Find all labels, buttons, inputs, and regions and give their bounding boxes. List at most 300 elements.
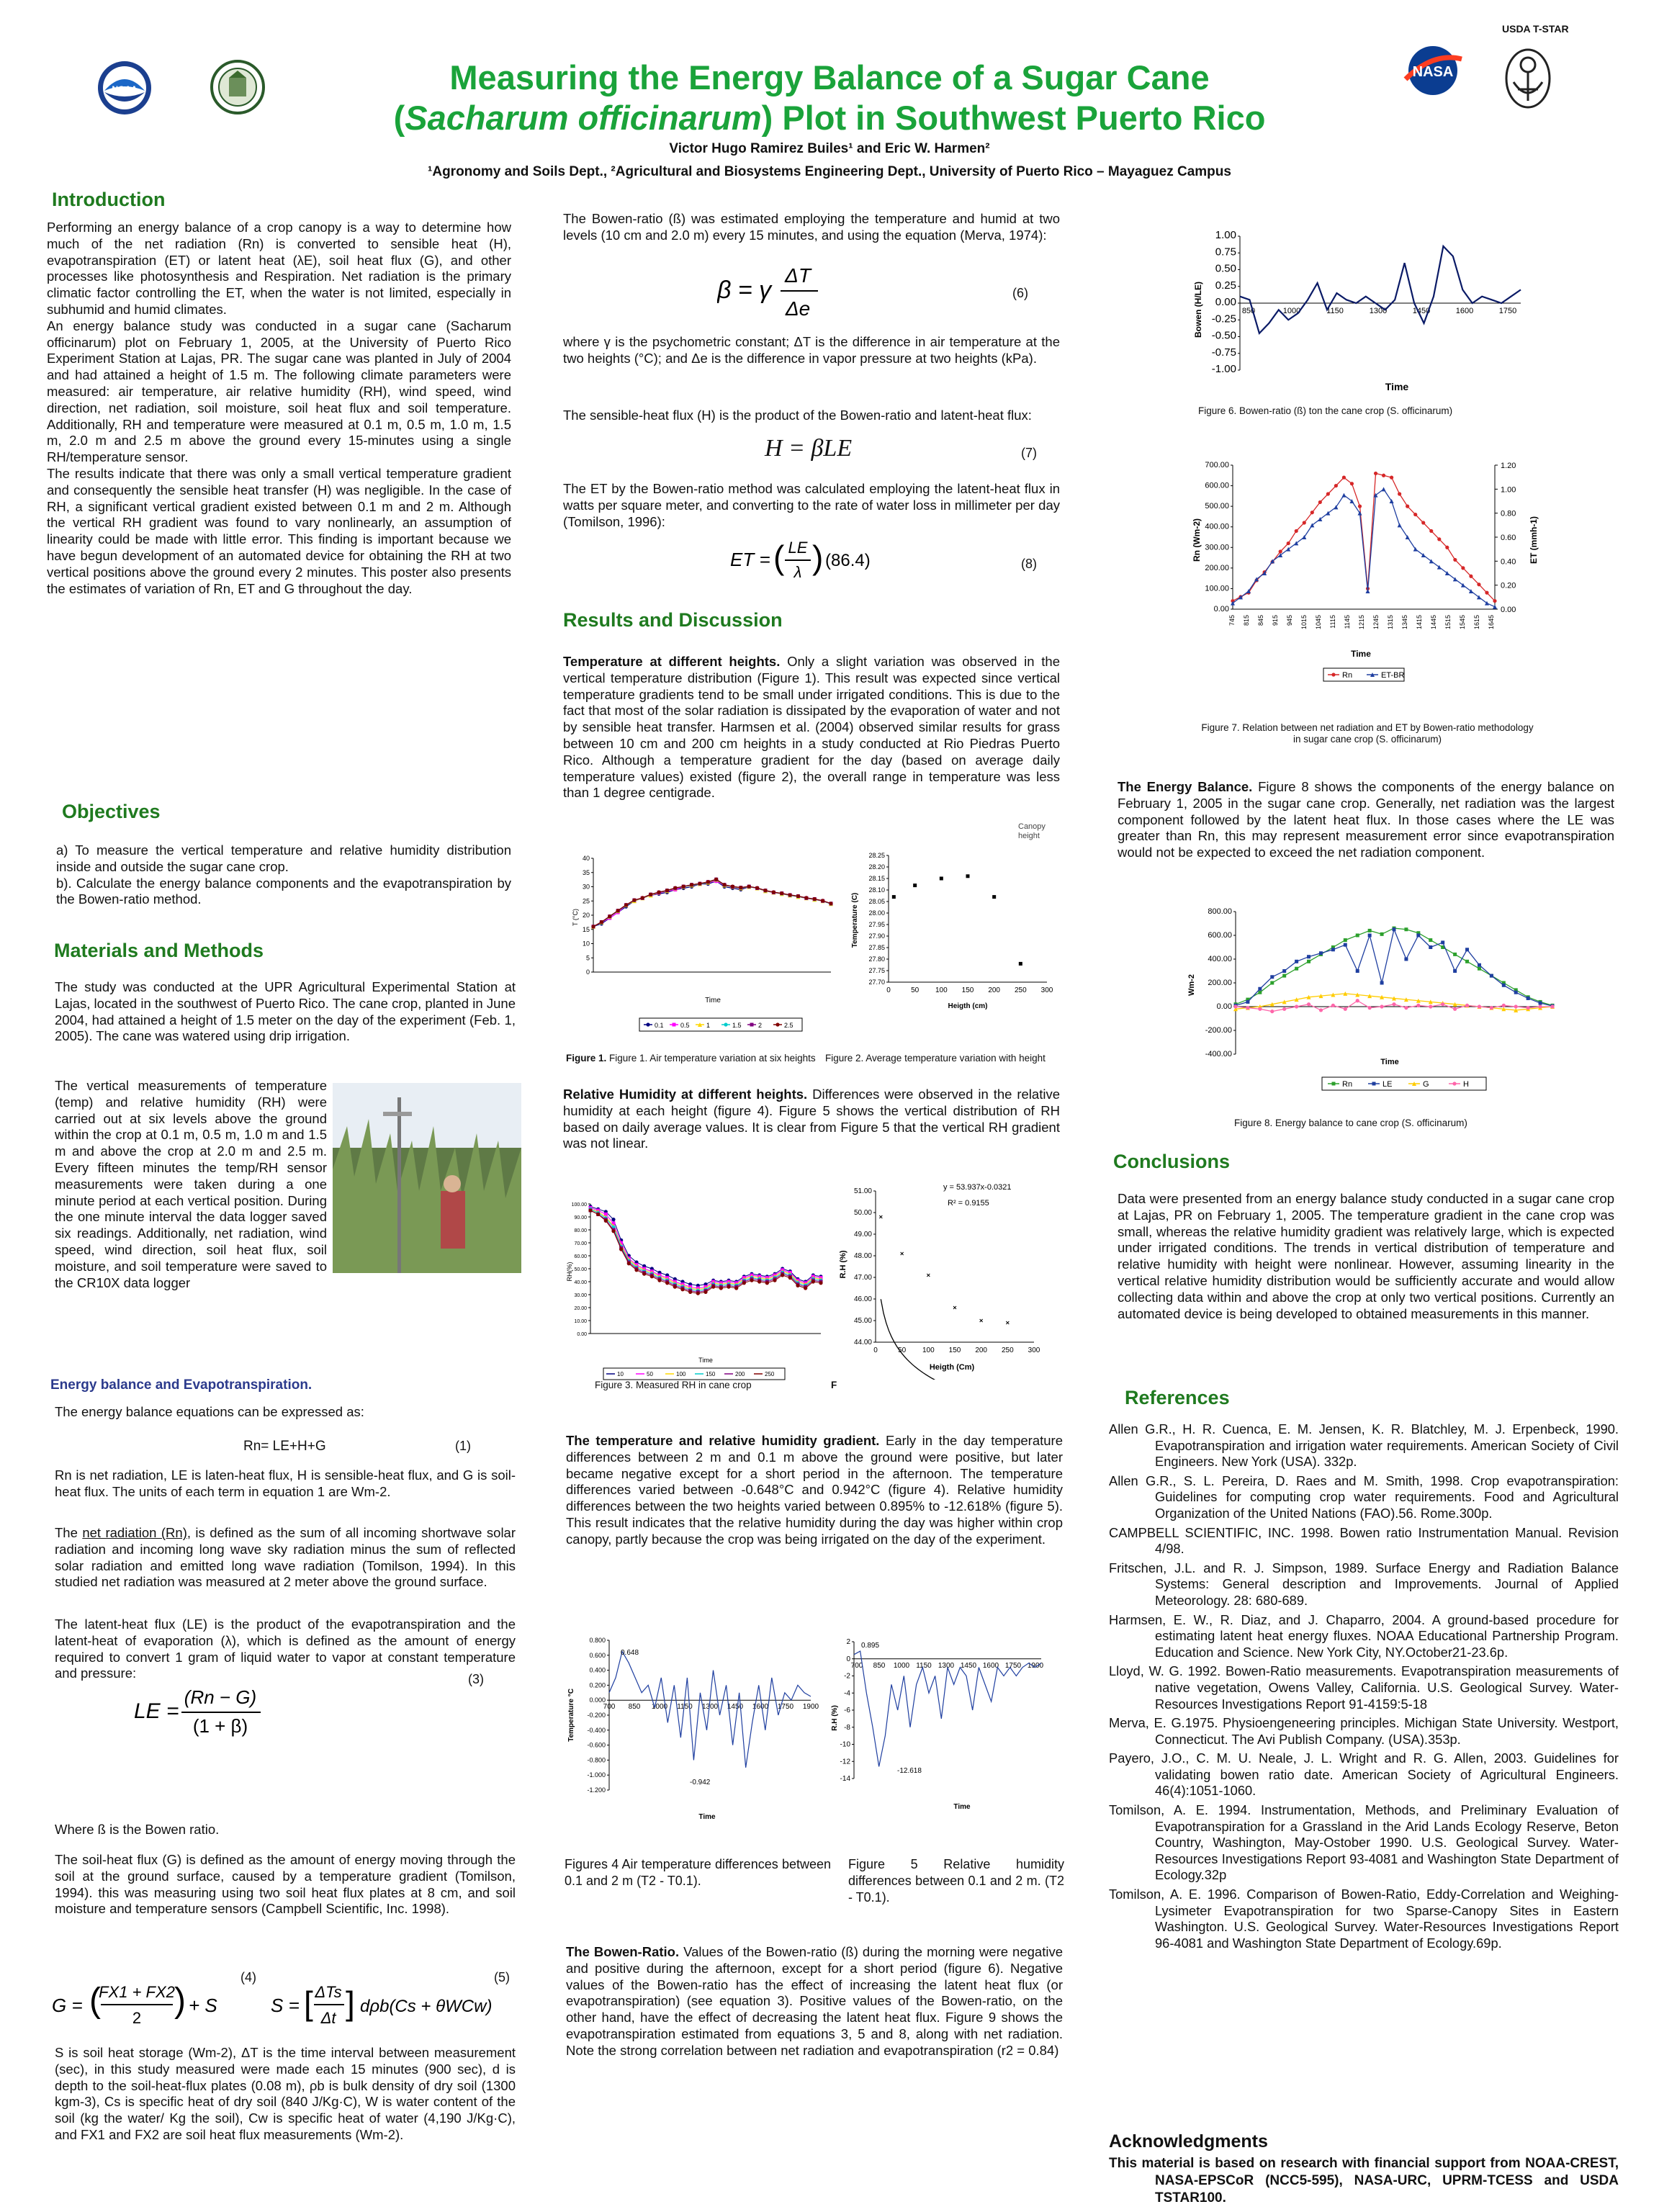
fig3-series-point [757, 1280, 761, 1283]
results-heading: Results and Discussion [563, 609, 783, 631]
x-tick-label: 1600 [1455, 307, 1474, 315]
fig3-series-point [673, 1285, 677, 1289]
fig2-point [992, 895, 996, 899]
fig5-annot-max: 0.895 [861, 1642, 880, 1650]
fig1-series-point [747, 885, 751, 889]
y-tick-label: 300.00 [1205, 543, 1229, 552]
y-axis-label: R.H (%) [839, 1250, 848, 1279]
svg-text:β = γ: β = γ [717, 276, 772, 304]
x-tick-label: 300 [1028, 1346, 1040, 1354]
fig8-series-point [1465, 1004, 1469, 1007]
legend-marker [646, 1022, 649, 1026]
fig8-series-point [1514, 1004, 1518, 1008]
fig8-series-point [1258, 987, 1262, 991]
y-axis-label: Wm-2 [1187, 974, 1196, 996]
y-tick-label: -0.800 [587, 1756, 606, 1764]
eq3-formula [134, 1683, 292, 1741]
nasa-logo-text: NASA [1412, 64, 1454, 80]
y-tick-label: 600.00 [1205, 481, 1229, 490]
legend-marker [775, 1022, 779, 1026]
x-tick-label: 1245 [1372, 615, 1380, 630]
legend-label: 2.5 [784, 1022, 793, 1029]
fig3-series-point [804, 1286, 807, 1290]
legend-label: 1 [706, 1022, 711, 1029]
results-gradient-title: The temperature and relative humidity gradient. [566, 1433, 880, 1448]
fig1-series-point [624, 903, 628, 907]
legend-label: Rn [1342, 671, 1353, 680]
svg-text:ET =: ET = [730, 549, 770, 570]
x-tick-label: 1115 [1329, 615, 1336, 629]
conclusions-text: Data were presented from an energy balance study conducted in a sugar cane crop at Lajas, PR on February 1, 2005. The temperature gradient in the cane crop was small, whereas the relative humidity gradient was relatively large, which is expected under irrigated conditions. The trends in vertical distribution of temperature and relative humidity with height were nonlinear. However, assuming linearity in the vertical relative humidity distribution would be sufficiently accurate and would allow collecting data within and above the crop at only two vertical positions. Currently an automated device is being developed to obtained measurements in this manner. [1118, 1191, 1614, 1321]
figure-4-chart [563, 1622, 830, 1823]
fig7-rn-point [1390, 476, 1393, 480]
fig8-series-point [1246, 1000, 1249, 1004]
fig8-series-point [1246, 1006, 1249, 1010]
fig3-series-point [588, 1208, 592, 1212]
y-tick-label: 600.00 [1208, 931, 1232, 940]
x-tick-label: 1150 [916, 1661, 932, 1670]
fig1-series-point [673, 886, 677, 889]
y-tick-label: -4 [844, 1689, 850, 1698]
y-tick-label: -0.75 [1211, 346, 1236, 359]
y2-tick-label: 0.20 [1501, 581, 1516, 590]
x-tick-label: 815 [1243, 615, 1250, 626]
x-axis-label: Time [698, 1357, 713, 1364]
x-axis-label: Heigth (Cm) [929, 1363, 975, 1372]
legend-marker [1452, 1082, 1456, 1085]
fig1-series-point [821, 899, 824, 902]
legend-label: 250 [765, 1371, 775, 1377]
x-tick-label: 1515 [1444, 615, 1452, 630]
fig8-series-point [1404, 1006, 1408, 1010]
fig7-rn-point [1334, 484, 1338, 487]
fig8-series-point [1270, 975, 1274, 979]
figure-2-chart [847, 848, 1063, 1014]
svg-text:λ: λ [793, 563, 802, 581]
intro-p2: An energy balance study was conducted in a sugar cane (Sacharum officinarum) plot on February 1, 2005, at the University of Puerto Rico Experiment Station at Lajas, PR. The sugar cane was planted in July of 2004 and had attained a height of 1.5 m. The following climate parameters were measured: air temperature, air relative humidity (RH), wind speed, wind direction, net radiation, soil moisture, soil heat flux and soil temperature. Additionally, RH and temperature were measured at 0.1 m, 0.5 m, 1.0 m, 1.5 m, 2.0 m and 2.5 m above the ground every 15-minutes using a single RH/temperature sensor. [47, 318, 511, 465]
results-temp [563, 654, 1060, 801]
fig8-series-point [1429, 938, 1432, 942]
x-tick-label: 1215 [1358, 615, 1365, 630]
reference-item: Harmsen, E. W., R. Diaz, and J. Chaparro, 2004. A ground-based procedure for estimating latent heat energy fluxes. NOAA Educational Partnership Program. Education and Science. New York City, NY.October21-23.6p. [1109, 1611, 1619, 1660]
fig8-series-point [1404, 958, 1408, 961]
fig1-series-point [755, 886, 759, 889]
x-tick-label: 50 [911, 986, 920, 994]
y-tick-label: 27.80 [868, 956, 885, 963]
fig1-series-point [813, 897, 817, 901]
fig3-series-point [788, 1276, 792, 1280]
fig1-series-point [739, 886, 742, 889]
y-tick-label: 40.00 [574, 1280, 587, 1285]
energy-p1: The energy balance equations can be expressed as: [55, 1404, 364, 1419]
legend-marker [1372, 1082, 1376, 1086]
fig3-series-point [711, 1285, 715, 1289]
fig1-series-point [657, 890, 660, 894]
fig3-series-point [657, 1279, 661, 1282]
x-tick-label: 200 [988, 986, 1001, 994]
canopy-height-label: Canopy height [1018, 822, 1046, 840]
y-tick-label: 45.00 [853, 1317, 872, 1325]
x-tick-label: 915 [1272, 615, 1279, 626]
y-tick-label: 0.00 [1213, 605, 1229, 613]
y2-axis-label: ET (mmh-1) [1529, 516, 1539, 564]
y-axis-label: T (°C) [572, 909, 579, 926]
fig3-series-point [688, 1290, 692, 1294]
fig7-et-point [1398, 523, 1402, 527]
y-tick-label: 500.00 [1205, 502, 1229, 511]
legend-label: H [1463, 1080, 1469, 1089]
y-tick-label: 0 [585, 968, 590, 976]
y-tick-label: 28.20 [868, 863, 885, 871]
fig8-series-point [1319, 951, 1323, 955]
x-tick-label: 1750 [1498, 307, 1517, 315]
x-axis-label: Time [1351, 649, 1371, 659]
fig7-rn-point [1358, 505, 1362, 508]
fig8-series-point [1282, 974, 1286, 978]
y-tick-label: 28.05 [868, 898, 885, 905]
fig1-series-point [763, 889, 767, 892]
fig7-rn-point [1406, 505, 1409, 508]
fig3-series-point [734, 1286, 738, 1290]
y-tick-label: 0.75 [1215, 246, 1236, 258]
y-tick-label: 46.00 [853, 1295, 872, 1303]
fig8-series-point [1392, 1002, 1395, 1006]
eq6-number: (6) [1012, 286, 1028, 300]
fig1-series-point [796, 894, 800, 898]
fig8-series-point [1344, 943, 1347, 947]
y-tick-label: 5 [585, 954, 590, 962]
fig7-rn-point [1453, 558, 1457, 562]
fig3-series-line [590, 1209, 821, 1290]
legend-label: 0.5 [680, 1022, 690, 1029]
intro-p1: Performing an energy balance of a crop canopy is a way to determine how much of the net radiation (Rn) is converted to sensible heat (H), evapotranspiration (ET) or latent heat (λE), soil heat flux (G), and other processes like photosynthesis and Respiration. Net radiation is the primary climatic factor controlling the ET, when the water is not limited, especially in subhumid and humid climates. [47, 220, 511, 317]
fig8-series-point [1295, 1004, 1298, 1008]
y-tick-label: -200.00 [1205, 1026, 1232, 1035]
fig8-series-point [1270, 981, 1274, 985]
fig7-rn-point [1469, 575, 1473, 578]
fig8-series-point [1416, 934, 1420, 938]
legend-marker [673, 1023, 676, 1027]
fig1-series-point [649, 893, 652, 896]
y-tick-label: 80.00 [574, 1228, 587, 1233]
reference-item: Payero, J.O., C. M. U. Neale, J. L. Wright and R. G. Allen, 2003. Guidelines for validating bowen ratio date. American Society of Agricultural Engineers. 46(4):1051-1060. [1109, 1750, 1619, 1799]
figure-3-caption-text: Figure 3. Measured RH in cane crop [595, 1380, 752, 1390]
fig8-series-point [1380, 981, 1384, 985]
x-tick-label: 250 [1001, 1346, 1014, 1354]
fig5b-point [901, 1252, 904, 1255]
reference-item: Merva, E. G.1975. Physioengeneering principles. Michigan State University. Westport, Connecticut. The Avi Publish Company. (USA).353p. [1109, 1715, 1619, 1747]
figure-1-caption-text: Figure 1. Air temperature variation at six heights [609, 1053, 816, 1064]
fig2-point [1019, 962, 1022, 966]
svg-text:dρb(Cs + θWCw): dρb(Cs + θWCw) [360, 1997, 493, 2016]
svg-text:[: [ [304, 1984, 313, 2022]
figure-7-caption: Figure 7. Relation between net radiation and ET by Bowen-ratio methodology in sugar cane crop (S. officinarum) [1201, 722, 1534, 745]
figure-5-caption: Figure 5 Relative humidity differences between 0.1 and 2 m. (T2 - T0.1). [848, 1857, 1064, 1905]
svg-text:2: 2 [132, 2009, 142, 2027]
results-temp-title: Temperature at different heights. [563, 654, 781, 669]
fig5b-point [879, 1215, 882, 1218]
results-bowen-title: The Bowen-Ratio. [566, 1944, 680, 1959]
fig7-rn-point [1350, 482, 1354, 485]
y-tick-label: 28.10 [868, 886, 885, 894]
fig7-rn-point [1318, 500, 1322, 504]
y-axis-label: RH(%) [566, 1262, 573, 1282]
energy-p4: The latent-heat flux (LE) is the product of the evapotranspiration and the latent-heat of evaporation (λ), which is defined as the amount of energy required to convert 1 gram of liquid water to vapor at constant temperature and pressure: [55, 1617, 516, 1681]
x-tick-label: 1750 [777, 1703, 794, 1712]
y-tick-label: 0.00 [1216, 1002, 1232, 1011]
figure-4-caption: Figures 4 Air temperature differences between 0.1 and 2 m (T2 - T0.1). [565, 1857, 831, 1888]
fig1-series-point [780, 891, 783, 895]
fig8-series-point [1429, 945, 1432, 949]
legend-label: 10 [617, 1371, 624, 1377]
x-tick-label: 250 [1014, 986, 1027, 994]
legend-marker [750, 1023, 754, 1027]
x-tick-label: 50 [898, 1346, 907, 1354]
field-photo [333, 1083, 521, 1273]
y-tick-label: 200.00 [1205, 563, 1229, 572]
fig8-series-line [1236, 928, 1552, 1005]
legend-label: 100 [676, 1371, 686, 1377]
fig8-series-point [1282, 1007, 1286, 1011]
fig8-series-point [1295, 960, 1298, 963]
fig7-et-point [1341, 493, 1346, 498]
y-tick-label: 30.00 [574, 1293, 587, 1298]
y-tick-label: -0.600 [587, 1741, 606, 1749]
energy-heading: Energy balance and Evapotranspiration. [50, 1377, 313, 1393]
results-bowen-text: Values of the Bowen-ratio (ß) during the morning were negative and positive during the afternoon, except for a short period (figure 6). Negative values of the Bowen-ratio has the effect of increasing the latent heat flux (or evapotranspiration) (see equation 3). Positive values of the Bowen-ratio, on the other hand, have the effect of decreasing the latent heat flux. Figure 9 shows the evapotranspiration estimated from equations 3, 5 and 8, along with net radiation. Note the strong correlation between net radiation and evapotranspiration (r2 = 0.84) [566, 1944, 1063, 2058]
y-tick-label: 60.00 [574, 1254, 587, 1259]
fig7-rn-point [1310, 511, 1314, 514]
x-tick-label: 200 [975, 1346, 988, 1354]
y-tick-label: 0 [846, 1655, 850, 1663]
fig8-series-point [1478, 963, 1481, 967]
fig2-point [892, 895, 896, 899]
fig8-series-point [1368, 934, 1372, 938]
energy-p5: Where ß is the Bowen ratio. [55, 1822, 220, 1837]
objective-a: a) To measure the vertical temperature and relative humidity distribution inside and outside the sugar cane crop. [56, 842, 511, 874]
intro-body [47, 220, 511, 597]
fig5b-fit-label: y = 53.937x-0.0321 [943, 1183, 1012, 1192]
fig8-series-point [1441, 940, 1444, 944]
fig8-series-point [1368, 1006, 1372, 1010]
fig8-series-point [1527, 1006, 1530, 1010]
reference-item: Fritschen, J.L. and R. J. Simpson, 1989. Surface Energy and Radiation Balance Systems: General description and Improvements. Journal of Applied Meteorology. 28: 680-689. [1109, 1560, 1619, 1608]
y-tick-label: 48.00 [853, 1252, 872, 1260]
fig7-rn-point [1493, 599, 1496, 603]
fig6-series-line [1240, 246, 1521, 333]
y-tick-label: 44.00 [853, 1339, 872, 1346]
legend-label: 200 [735, 1371, 745, 1377]
fig1-series-point [665, 889, 669, 892]
legend-marker [724, 1022, 727, 1026]
fig7-rn-point [1326, 492, 1330, 495]
x-tick-label: 0 [873, 1346, 878, 1354]
x-tick-label: 1545 [1459, 615, 1466, 630]
fig1-series-point [591, 925, 595, 928]
acknowledgments-text: This material is based on research with financial support from NOAA-CREST, NASA-EPSCoR (NCC5-595), NASA-URC, UPRM-TCESS and USDA TSTAR100. [1109, 2156, 1619, 2206]
x-tick-label: 1415 [1416, 615, 1423, 630]
energy-p3: The net radiation (Rn), is defined as the sum of all incoming shortwave solar radiation and incoming long wave sky radiation minus the sum of reflected solar radiation and emitted long wave radiation (Tomilson, 1994). In this studied net radiation was measured at 2 meter above the ground surface. [55, 1525, 516, 1590]
svg-text:S =: S = [271, 1995, 300, 2016]
title-species: Sacharum officinarum [405, 99, 762, 137]
conclusions-heading: Conclusions [1113, 1151, 1231, 1172]
y-tick-label: -12 [840, 1758, 850, 1766]
figure-1-chart [569, 848, 847, 1037]
svg-text:): ) [174, 1982, 186, 2020]
fig8-series-point [1404, 927, 1408, 931]
usda-label: USDA T-STAR [1502, 23, 1569, 35]
x-tick-label: 850 [873, 1661, 886, 1670]
fig5b-point [980, 1319, 983, 1322]
eq3-number: (3) [468, 1672, 484, 1686]
results-rh [563, 1087, 1060, 1152]
fig7-rn-point [1461, 566, 1465, 570]
poster-title [0, 58, 1659, 138]
fig8-series-point [1258, 1007, 1262, 1011]
bowen-p4: The ET by the Bowen-ratio method was calculated employing the latent-heat flux in watts per square meter, and converting to the rate of water loss in millimeter per day (Tomilson, 1996): [563, 481, 1060, 529]
fig1-series-point [600, 920, 603, 924]
fig7-rn-point [1429, 529, 1433, 533]
x-tick-label: 850 [628, 1703, 641, 1712]
fig8-series-point [1356, 934, 1359, 938]
methods-p1: The study was conducted at the UPR Agricultural Experimental Station at Lajas, located in the southwest of Puerto Rico. The cane crop, planted in June 2004, had attained a height of 1.5 meter on the day of the experiment (Feb. 1, 2005). The cane was watered using drip irrigation. [55, 979, 516, 1044]
x-tick-label: 150 [948, 1346, 961, 1354]
y-axis-label: R.H (%) [831, 1705, 839, 1731]
y2-tick-label: 1.20 [1501, 462, 1516, 470]
x-tick-label: 1445 [1430, 615, 1437, 630]
fig2-point [913, 884, 917, 887]
legend-label: 50 [647, 1371, 653, 1377]
fig3-series-point [596, 1213, 600, 1216]
legend-label: LE [1382, 1080, 1393, 1089]
fig7-et-point [1382, 487, 1386, 491]
fig1-series-point [632, 898, 636, 902]
svg-text:FX1 + FX2: FX1 + FX2 [99, 1983, 175, 2001]
fig3-series-point [703, 1290, 707, 1294]
bowen-p1: The Bowen-ratio (ß) was estimated employing the temperature and humid at two levels (10 cm and 2.0 m) every 15 minutes, and using the equation (Merva, 1974): [563, 211, 1060, 243]
fig1-series-point [731, 885, 734, 889]
y-tick-label: -14 [840, 1775, 850, 1783]
y-tick-label: 50.00 [574, 1267, 587, 1272]
fig7-rn-line [1233, 473, 1495, 601]
y-tick-label: 0.600 [589, 1651, 606, 1659]
fig8-series-point [1270, 1010, 1274, 1013]
noaa-logo-text: NOAA [112, 84, 138, 94]
energy-p2: Rn is net radiation, LE is laten-heat flux, H is sensible-heat flux, and G is soil-heat flux. The units of each term in equation 1 are Wm-2. [55, 1467, 516, 1499]
affiliation: ¹Agronomy and Soils Dept., ²Agricultural and Biosystems Engineering Dept., University of Puerto Rico – Mayaguez Campus [428, 164, 1231, 179]
y-tick-label: 0.50 [1215, 262, 1236, 275]
legend-marker [1331, 673, 1335, 676]
legend-label: ET-BR [1381, 671, 1405, 680]
x-tick-label: 1150 [1326, 307, 1344, 315]
y-tick-label: -0.400 [587, 1726, 606, 1734]
fig8-series-point [1478, 1004, 1481, 1008]
eq8-number: (8) [1021, 557, 1037, 571]
fig7-rn-point [1413, 513, 1417, 516]
fig8-series-point [1478, 967, 1481, 971]
y-tick-label: 27.75 [868, 967, 885, 974]
figure-3-extra: F [831, 1380, 837, 1390]
fig8-series-point [1441, 1002, 1444, 1006]
svg-text:(1 + β): (1 + β) [192, 1715, 248, 1737]
figure-3-chart [562, 1192, 835, 1382]
y-tick-label: 700.00 [1205, 461, 1229, 469]
y-tick-label: 40 [582, 855, 590, 862]
fig7-rn-point [1485, 591, 1488, 595]
fig8-series-point [1356, 969, 1359, 973]
results-temp-text: Only a slight variation was observed in the vertical temperature distribution (Figure 1). This result was expected since vertical temperature gradients tend to be small under irrigated conditions. This is due to the fact that most of the solar radiation is dissipated by the evaporation of water and not by sensible heat transfer. Harmsen et al. (2004) observed similar results for grass between 10 cm and 200 cm heights in a study conducted at Rio Piedras Puerto Rico. Although a temperature gradient for the day (based on average daily temperature values) existed (figure 2), the overall range in temperature was less than 1 degree centigrade. [563, 654, 1061, 801]
fig8-series-point [1380, 1004, 1383, 1008]
eq5-formula [271, 1979, 501, 2036]
y2-tick-label: 1.00 [1501, 485, 1516, 495]
y-tick-label: -6 [844, 1707, 850, 1714]
figure-7-chart [1181, 451, 1548, 688]
fig8-series-point [1453, 1007, 1457, 1011]
y-tick-label: 20.00 [574, 1306, 587, 1311]
methods-heading: Materials and Methods [54, 940, 264, 961]
x-axis-label: Time [1380, 1058, 1399, 1066]
fig7-rn-point [1445, 546, 1449, 549]
x-tick-label: 1000 [893, 1661, 910, 1670]
x-tick-label: 1300 [1369, 307, 1388, 315]
legend-marker [1332, 1082, 1336, 1086]
fig7-et-line [1233, 489, 1495, 606]
x-tick-label: 1150 [677, 1703, 693, 1712]
fig7-rn-point [1342, 476, 1346, 480]
fig1-series-point [714, 878, 718, 881]
x-tick-label: 1600 [752, 1703, 769, 1712]
fig3-series-point [611, 1218, 615, 1221]
y-tick-label: 0.400 [589, 1666, 606, 1674]
svg-text:(: ( [89, 1982, 101, 2020]
fig3-series-point [680, 1287, 684, 1291]
fig3-series-point [742, 1281, 746, 1285]
fig8-series-point [1307, 955, 1310, 958]
y-tick-label: 0.25 [1215, 279, 1236, 292]
fig1-series-point [706, 880, 710, 884]
net-radiation-term: net radiation (Rn) [82, 1525, 187, 1540]
fig1-series-point [690, 883, 693, 886]
fig3-series-point [650, 1274, 654, 1278]
y-tick-label: -0.50 [1211, 329, 1236, 342]
y-axis-label: Rn (Wm-2) [1192, 518, 1202, 562]
figure-6-chart [1188, 223, 1548, 396]
y-tick-label: -2 [844, 1672, 850, 1681]
y-tick-label: -8 [844, 1723, 850, 1732]
reference-item: CAMPBELL SCIENTIFIC, INC. 1998. Bowen ratio Instrumentation Manual. Revision 4/98. [1109, 1524, 1619, 1557]
fig5b-point [953, 1306, 956, 1309]
fig8-series-point [1295, 967, 1298, 971]
energy-balance [1118, 779, 1614, 861]
svg-text:(86.4): (86.4) [825, 551, 871, 570]
fig3-series-point [727, 1285, 730, 1289]
fig8-series-point [1465, 948, 1469, 951]
svg-text:ΔT: ΔT [785, 264, 811, 287]
y-tick-label: -1.00 [1211, 363, 1236, 375]
references-list [1109, 1421, 1619, 1954]
y-tick-label: -0.25 [1211, 313, 1236, 325]
fig8-series-point [1416, 1004, 1420, 1007]
title-line-1: Measuring the Energy Balance of a Sugar Cane [449, 58, 1210, 96]
eq7-formula: H = βLE [765, 435, 853, 462]
y2-tick-label: 0.60 [1501, 534, 1516, 542]
fig7-rn-point [1437, 537, 1441, 541]
fig5b-point [1006, 1321, 1009, 1324]
fig8-series-point [1465, 960, 1469, 963]
y-tick-label: -1.200 [587, 1786, 606, 1794]
fig8-series-point [1380, 932, 1384, 936]
fig7-rn-point [1374, 472, 1377, 475]
